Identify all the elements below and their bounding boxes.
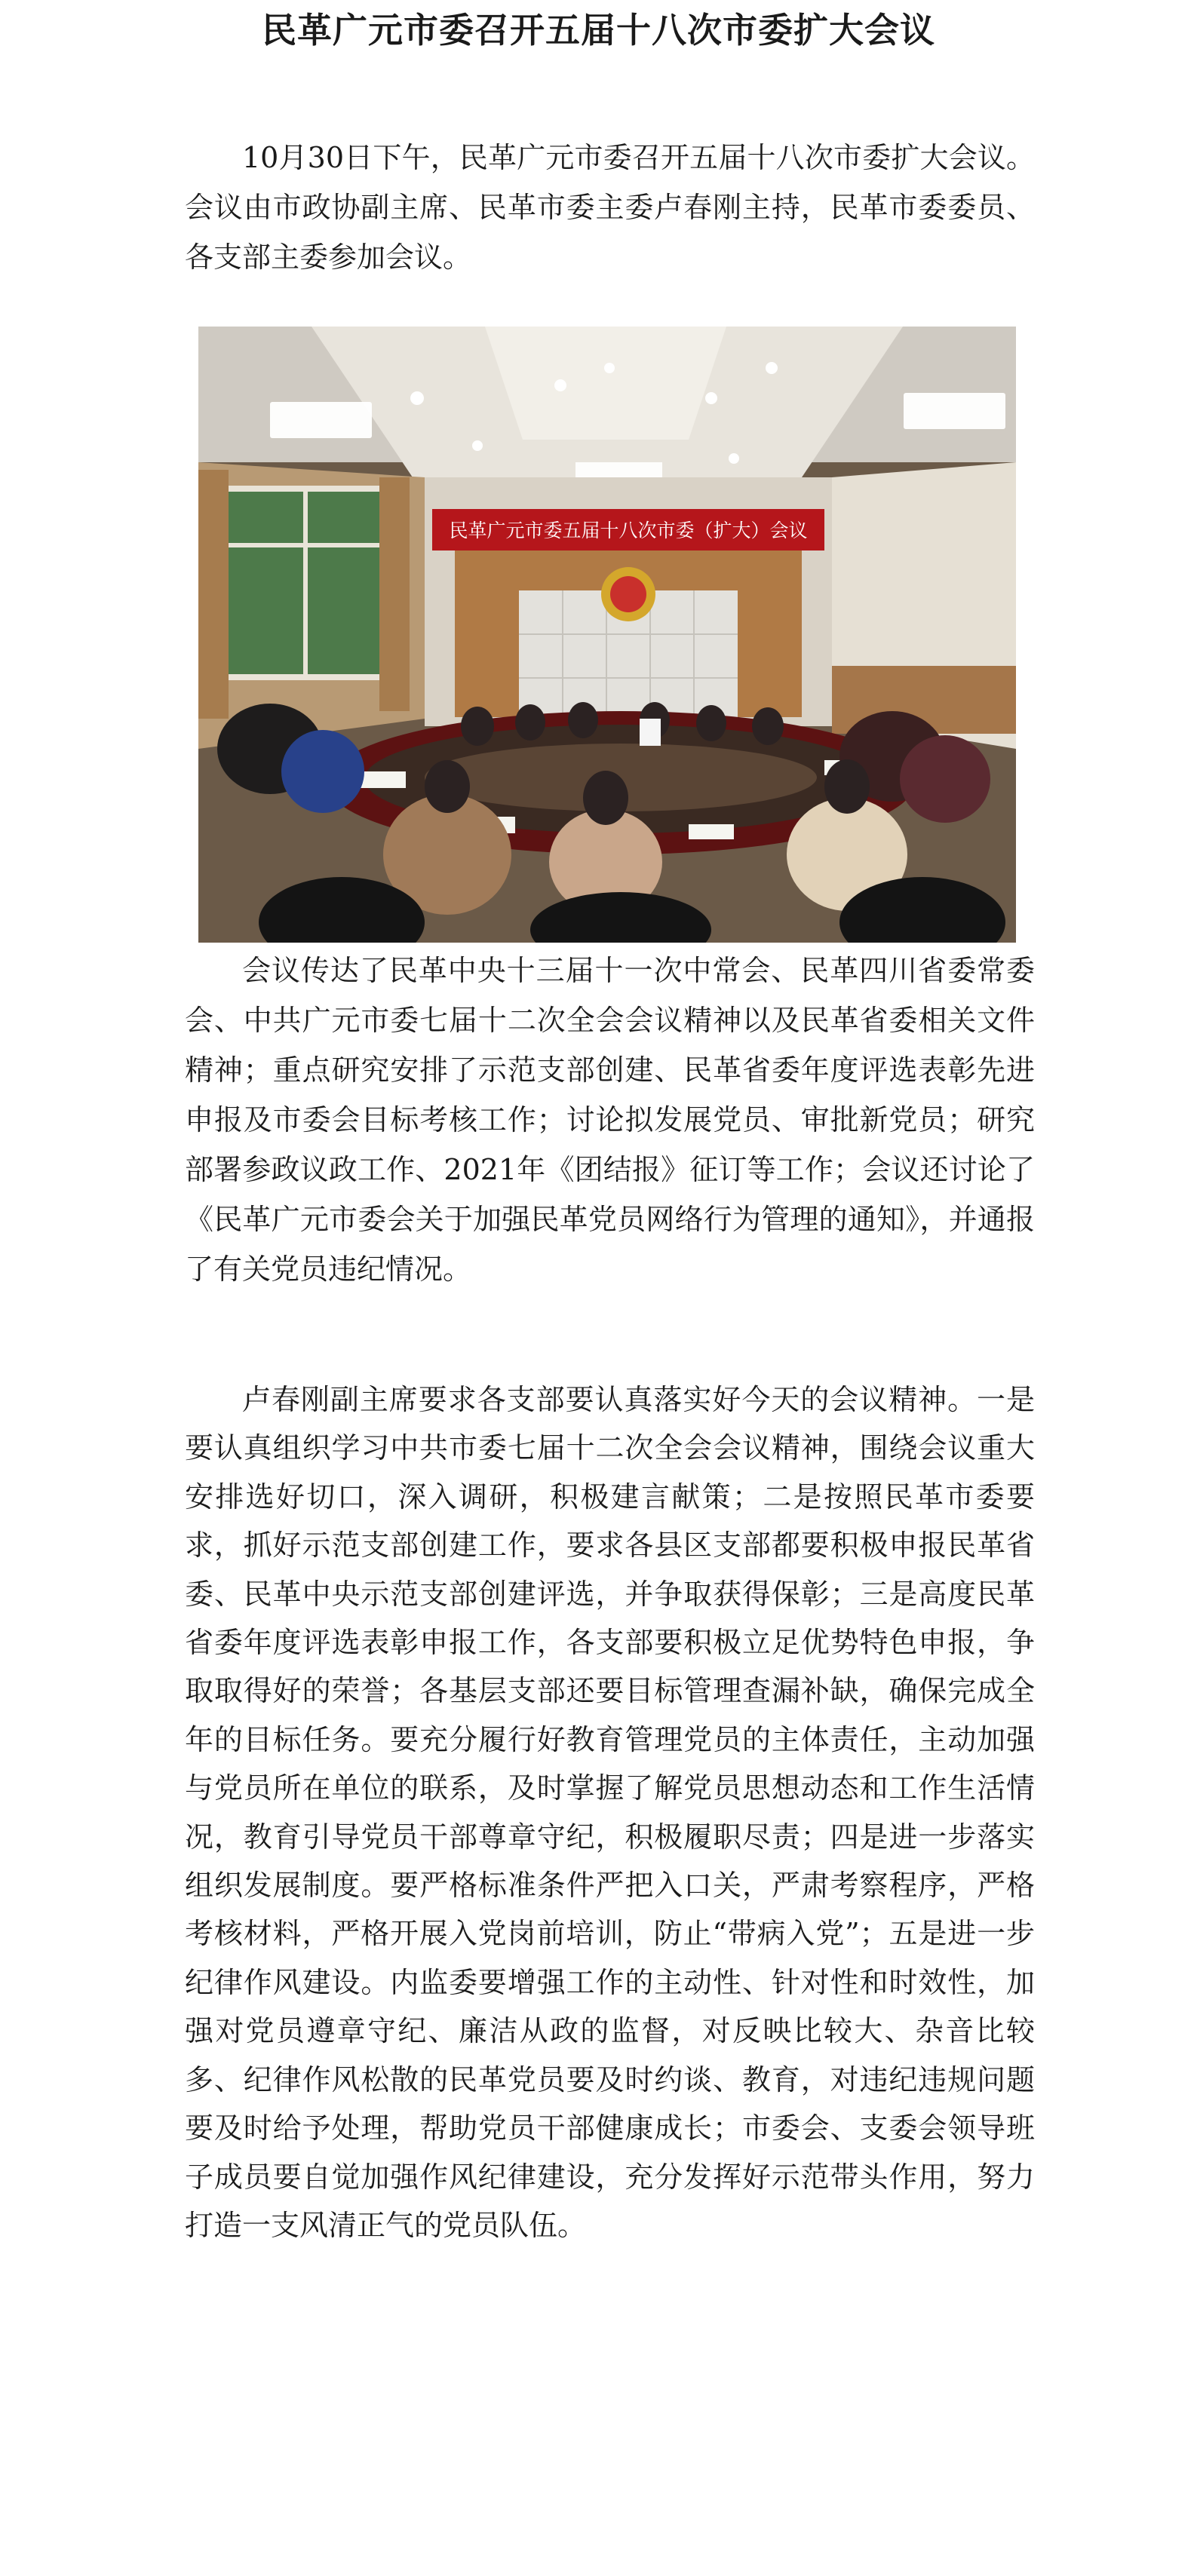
article-title: 民革广元市委召开五届十八次市委扩大会议 <box>262 10 935 51</box>
banner-text: 民革广元市委五届十八次市委（扩大）会议 <box>449 520 808 541</box>
article-paragraph-3: 卢春刚副主席要求各支部要认真落实好今天的会议精神。一是要认真组织学习中共市委七届十二次全会会议精神，围绕会议重大安排选好切口，深入调研，积极建言献策；二是按照民革市委要求，抓好示范支部创建工作，要求各县区支部都要积极申报民革省委、民革中央示范支部创建评选，并争取获得保彰；三是高度民革省委年度评选表彰申报工作，各支部要积极立足优势特色申报，争取取得好的荣誉；各基层支部还要目标管理查漏补缺，确保完成全年的目标任务。要充分履行好教育管理党员的主体责任，主动加强与党员所在单位的联系，及时掌握了解党员思想动态和工作生活情况，教育引导党员干部尊章守纪，积极履职尽责；四是进一步落实组织发展制度。要严格标准条件严把入口关，严肃考察程序，严格考核材料，严格开展入党岗前培训，防止“带病入党”；五是进一步纪律作风建设。内监委要增强工作的主动性、针对性和时效性，加强对党员遵章守纪、廉洁从政的监督，对反映比较大、杂音比较多、纪律作风松散的民革党员要及时约谈、教育，对违纪违规问题要及时给予处理，帮助党员干部健康成长；市委会、支委会领导班子成员要自觉加强作风纪律建设，充分发挥好示范带头作用，努力打造一支风清正气的党员队伍。 <box>185 1383 1035 2242</box>
article-paragraph-2: 会议传达了民革中央十三届十一次中常会、民革四川省委常委会、中共广元市委七届十二次全会会议精神以及民革省委相关文件精神；重点研究安排了示范支部创建、民革省委年度评选表彰先进申报及市委会目标考核工作；讨论拟发展党员、审批新党员；研究部署参政议政工作、2021年《团结报》征订等工作；会议还讨论了《民革广元市委会关于加强民革党员网络行为管理的通知》，并通报了有关党员违纪情况。 <box>185 954 1035 1286</box>
meeting-photo <box>198 327 1016 943</box>
article-paragraph-1: 10月30日下午，民革广元市委召开五届十八次市委扩大会议。会议由市政协副主席、民革市委主委卢春刚主持，民革市委委员、各支部主委参加会议。 <box>185 141 1035 274</box>
